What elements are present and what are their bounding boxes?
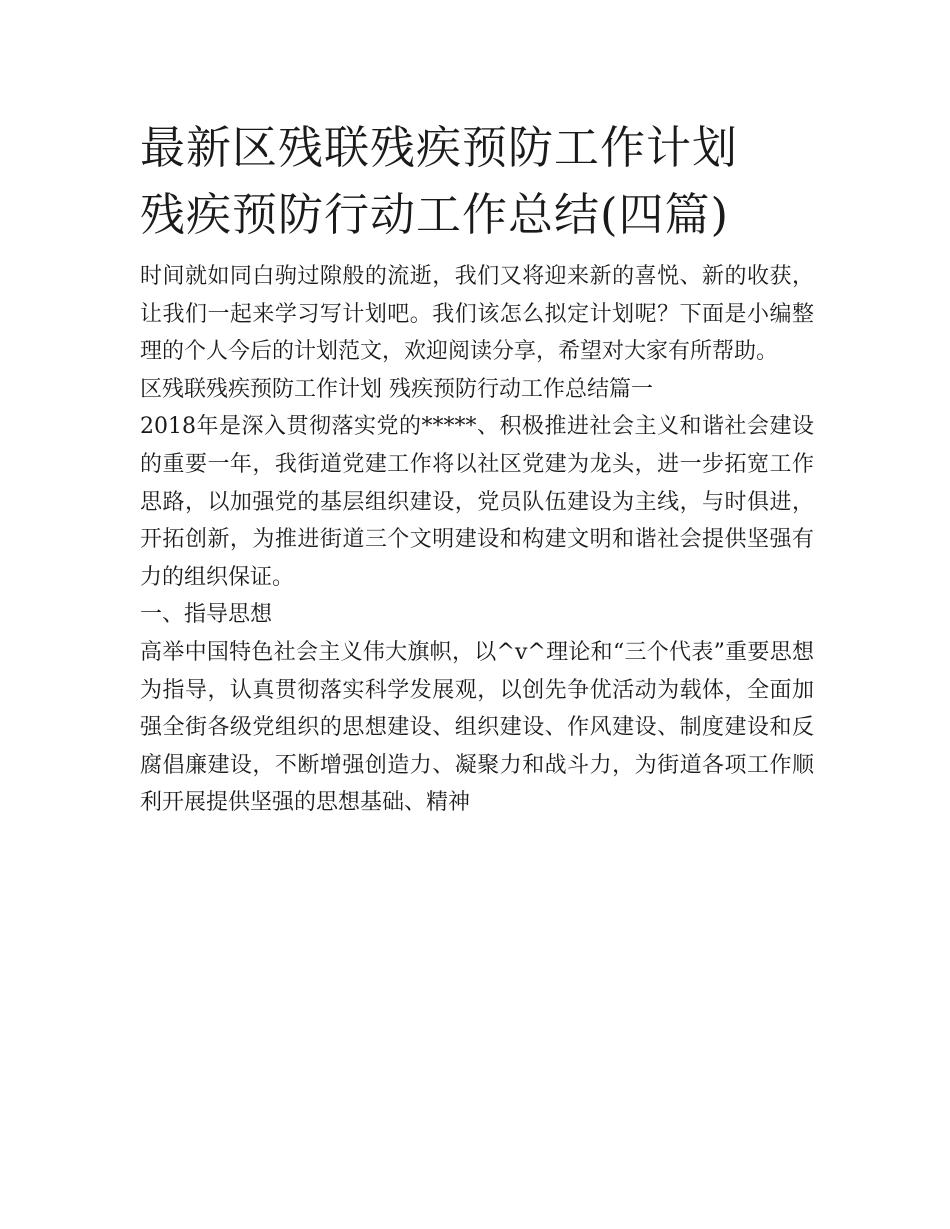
document-title (140, 114, 814, 248)
subheading-guiding-thought: 一、指导思想 (140, 602, 273, 628)
title-line-1: 最新区残联残疾预防工作计划 (140, 121, 739, 174)
title-line-2: 残疾预防行动工作总结(四篇) (140, 188, 730, 241)
guiding-thought-paragraph: 高举中国特色社会主义伟大旗帜，以^v^理论和“三个代表”重要思想为指导，认真贯彻落实科学发展观，以创先争优活动为载体，全面加强全街各级党组织的思想建设、组织建设、作风建设、制度建设和反腐倡廉建设，不断增强创造力、凝聚力和战斗力，为街道各项工作顺利开展提供坚强的思想基础、精神 (140, 639, 814, 816)
section-1-paragraph: 2018年是深入贯彻落实党的*****、积极推进社会主义和谐社会建设的重要一年，我街道党建工作将以社区党建为龙头，进一步拓宽工作思路，以加强党的基层组织建设，党员队伍建设为主线，与时俱进，开拓创新，为推进街道三个文明建设和构建文明和谐社会提供坚强有力的组织保证。 (140, 414, 814, 590)
intro-paragraph: 时间就如同白驹过隙般的流逝，我们又将迎来新的喜悦、新的收获，让我们一起来学习写计划吧。我们该怎么拟定计划呢？下面是小编整理的个人今后的计划范文，欢迎阅读分享，希望对大家有所帮助。 (140, 264, 814, 365)
document-page (140, 114, 814, 822)
section-1-title: 区残联残疾预防工作计划 残疾预防行动工作总结篇一 (140, 376, 653, 402)
